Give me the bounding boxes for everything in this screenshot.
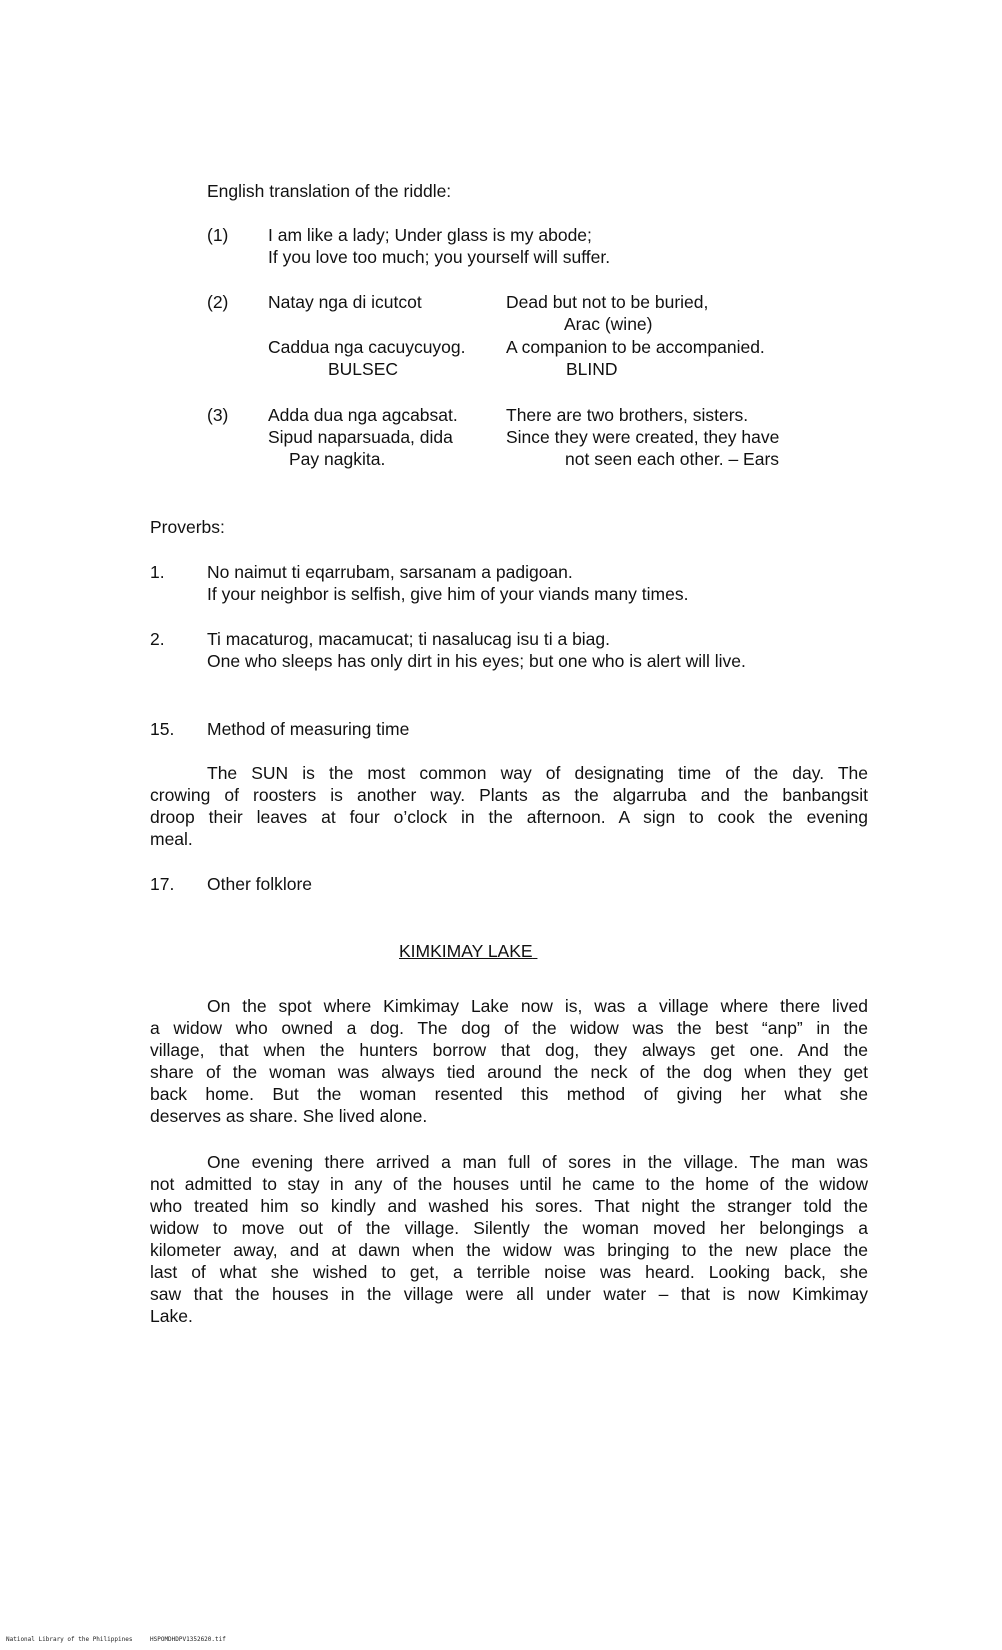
section-15-line-2: crowing of roosters is another way. Plants as the algarruba and the banbangsit xyxy=(150,785,868,805)
section-15-paragraph xyxy=(150,762,868,850)
proverb-1-ilocano: No naimut ti eqarrubam, sarsanam a padigoan. xyxy=(207,562,573,582)
section-15-line-4: meal. xyxy=(150,829,193,849)
footer-library-stamp: National Library of the Philippines xyxy=(6,1636,133,1643)
riddle-3-ilocano-3: Pay nagkita. xyxy=(289,449,386,469)
riddle-2-answer-2-english: BLIND xyxy=(566,359,618,379)
riddle-3-number: (3) xyxy=(207,405,229,425)
story-p1-line-1: On the spot where Kimkimay Lake now is, was a village where there lived xyxy=(207,996,868,1016)
riddle-2-answer-2-ilocano: BULSEC xyxy=(328,359,399,379)
riddle-3-english-2: Since they were created, they have xyxy=(506,427,780,447)
section-15-number: 15. xyxy=(150,719,175,739)
footer-file-name: HSPOMDHDPV1352620.tif xyxy=(150,1636,226,1643)
story-title-text: KIMKIMAY LAKE xyxy=(399,941,533,961)
proverb-1-number: 1. xyxy=(150,562,165,582)
riddle-2-number: (2) xyxy=(207,292,229,312)
story-p1-line-6: deserves as share. She lived alone. xyxy=(150,1106,428,1126)
section-17-number: 17. xyxy=(150,874,175,894)
story-title xyxy=(399,940,567,962)
riddle-3-english-1: There are two brothers, sisters. xyxy=(506,405,749,425)
story-p2-line-8: Lake. xyxy=(150,1306,193,1326)
riddle-2-answer-1: Arac (wine) xyxy=(564,314,653,334)
section-15-line-3: droop their leaves at four o’clock in the afternoon. A sign to cook the evening xyxy=(150,807,868,827)
riddle-1-number: (1) xyxy=(207,225,229,245)
riddle-heading: English translation of the riddle: xyxy=(207,181,452,201)
story-p2-line-7: saw that the houses in the village were all under water – that is now Kimkimay xyxy=(150,1284,868,1304)
story-p2-line-5: kilometer away, and at dawn when the widow was bringing to the new place the xyxy=(150,1240,868,1260)
story-p1-line-5: back home. But the woman resented this method of giving her what she xyxy=(150,1084,868,1104)
story-title-underline-tail xyxy=(533,940,567,962)
section-15-line-1: The SUN is the most common way of designating time of the day. The xyxy=(207,763,868,783)
story-p2-line-3: who treated him so kindly and washed his sores. That night the stranger told the xyxy=(150,1196,868,1216)
riddle-2-ilocano-1: Natay nga di icutcot xyxy=(268,292,422,312)
proverbs-heading: Proverbs: xyxy=(150,517,225,537)
riddle-3-ilocano-1: Adda dua nga agcabsat. xyxy=(268,405,458,425)
story-p1-line-4: share of the woman was always tied around the neck of the dog when they get xyxy=(150,1062,868,1082)
proverb-2-number: 2. xyxy=(150,629,165,649)
story-p2-line-1: One evening there arrived a man full of sores in the village. The man was xyxy=(207,1152,868,1172)
riddle-1-line-2: If you love too much; you yourself will suffer. xyxy=(268,247,611,267)
section-17-title: Other folklore xyxy=(207,874,313,894)
proverb-2-ilocano: Ti macaturog, macamucat; ti nasalucag isu ti a biag. xyxy=(207,629,611,649)
riddle-3-english-3: not seen each other. – Ears xyxy=(565,449,780,469)
story-p2-line-4: widow to move out of the village. Silently the woman moved her belongings a xyxy=(150,1218,868,1238)
story-p2-line-2: not admitted to stay in any of the houses until he came to the home of the widow xyxy=(150,1174,868,1194)
riddle-2-ilocano-2: Caddua nga cacuycuyog. xyxy=(268,337,466,357)
riddle-1-line-1: I am like a lady; Under glass is my abode; xyxy=(268,225,592,245)
story-p1-line-2: a widow who owned a dog. The dog of the widow was the best “anp” in the xyxy=(150,1018,868,1038)
riddle-2-english-2: A companion to be accompanied. xyxy=(506,337,765,357)
proverb-2-english: One who sleeps has only dirt in his eyes; but one who is alert will live. xyxy=(207,651,746,671)
proverb-1-english: If your neighbor is selfish, give him of your viands many times. xyxy=(207,584,689,604)
story-paragraph-1 xyxy=(150,995,868,1127)
story-p1-line-3: village, that when the hunters borrow that dog, they always get one. And the xyxy=(150,1040,868,1060)
riddle-3-ilocano-2: Sipud naparsuada, dida xyxy=(268,427,453,447)
story-p2-line-6: last of what she wished to get, a terrible noise was heard. Looking back, she xyxy=(150,1262,868,1282)
story-paragraph-2 xyxy=(150,1151,868,1327)
section-15-title: Method of measuring time xyxy=(207,719,410,739)
riddle-2-english-1: Dead but not to be buried, xyxy=(506,292,709,312)
